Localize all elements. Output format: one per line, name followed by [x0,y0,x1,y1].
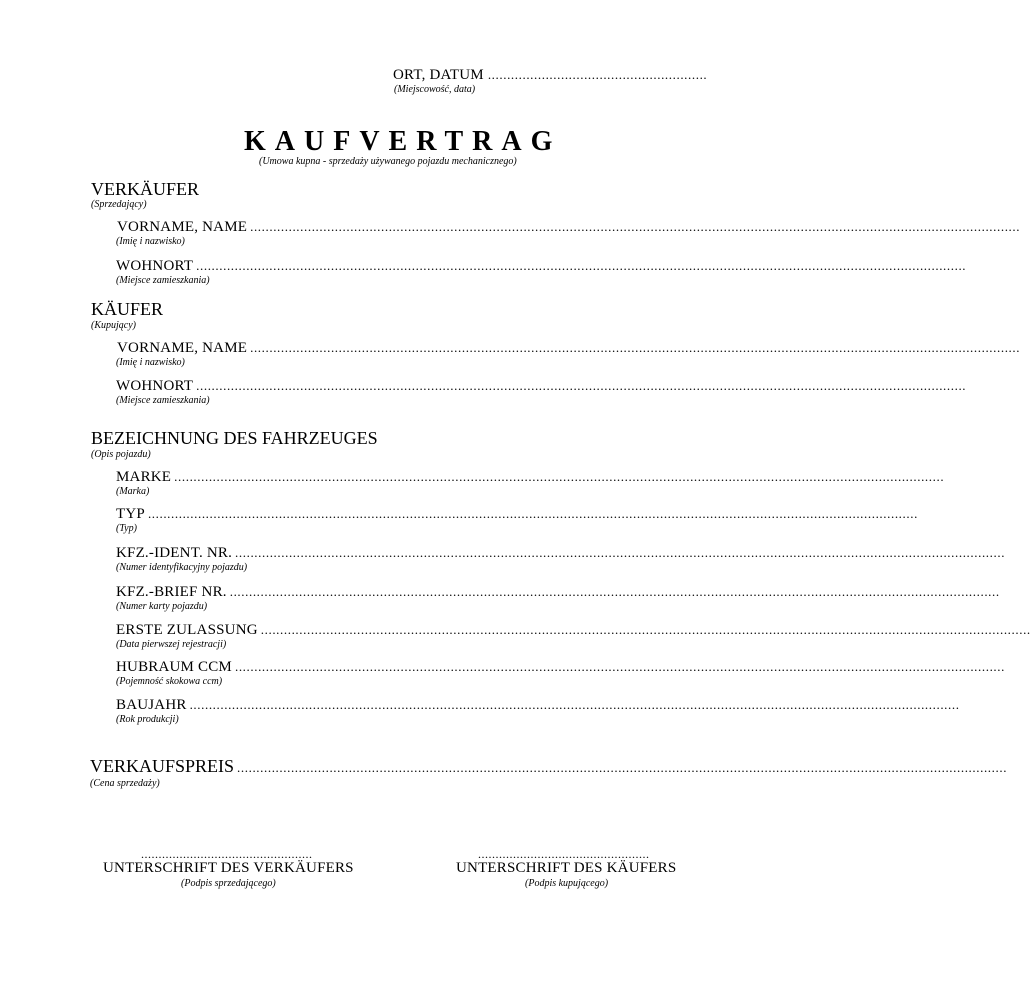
seller-residence-row [116,258,967,275]
price-row [90,756,1008,777]
vehicle-make-field[interactable]: ........................................................................................................................................................................................................ [174,469,945,484]
price-label: VERKAUFSPREIS [90,756,235,776]
place-date-line [393,66,707,84]
seller-name-field[interactable]: ........................................................................................................................................................................................................ [250,219,1021,234]
buyer-residence-row [116,378,967,395]
vehicle-first-registration-label: ERSTE ZULASSUNG [116,622,258,638]
vehicle-make-row [116,469,945,486]
vehicle-registration-doc-label: KFZ.-BRIEF NR. [116,584,227,600]
seller-name-label: VORNAME, NAME [117,219,248,235]
seller-heading: VERKÄUFER [91,179,200,199]
vehicle-heading-sublabel: (Opis pojazdu) [91,449,151,460]
vehicle-first-registration-sublabel: (Data pierwszej rejestracji) [116,639,227,650]
vehicle-year-label: BAUJAHR [116,697,187,713]
buyer-heading-sublabel: (Kupujący) [91,320,136,331]
buyer-signature-label: UNTERSCHRIFT DES KÄUFERS [456,860,677,876]
vehicle-vin-row [116,545,1006,562]
vehicle-year-sublabel: (Rok produkcji) [116,714,179,725]
seller-name-row [117,219,1021,236]
place-date-sublabel: (Miejscowość, data) [394,84,476,95]
seller-residence-label: WOHNORT [116,258,194,274]
vehicle-vin-field[interactable]: ........................................................................................................................................................................................................ [235,545,1006,560]
price-sublabel: (Cena sprzedaży) [90,778,160,789]
vehicle-heading: BEZEICHNUNG DES FAHRZEUGES [91,428,378,448]
seller-signature-sublabel: (Podpis sprzedającego) [181,878,276,889]
vehicle-vin-label: KFZ.-IDENT. NR. [116,545,233,561]
place-date-label: ORT, DATUM [393,67,484,83]
buyer-name-field[interactable]: ........................................................................................................................................................................................................ [250,340,1021,355]
vehicle-type-label: TYP [116,506,145,522]
seller-name-sublabel: (Imię i nazwisko) [116,236,185,247]
seller-signature-label: UNTERSCHRIFT DES VERKÄUFERS [103,860,354,876]
place-date-field[interactable]: ......................................................... [487,67,708,82]
vehicle-make-label: MARKE [116,469,172,485]
vehicle-make-sublabel: (Marka) [116,486,150,497]
vehicle-displacement-row [116,659,1005,676]
buyer-name-sublabel: (Imię i nazwisko) [116,357,185,368]
vehicle-year-row [116,697,960,714]
buyer-heading: KÄUFER [91,299,164,319]
vehicle-year-field[interactable]: ........................................................................................................................................................................................................ [189,697,960,712]
vehicle-type-row [116,506,918,523]
seller-signature-field[interactable]: ................................................. [141,847,313,861]
vehicle-type-field[interactable]: ........................................................................................................................................................................................................ [147,506,918,521]
buyer-signature-sublabel: (Podpis kupującego) [525,878,609,889]
buyer-residence-label: WOHNORT [116,378,194,394]
vehicle-first-registration-field[interactable]: ........................................................................................................................................................................................................ [260,622,1031,637]
vehicle-displacement-label: HUBRAUM CCM [116,659,232,675]
vehicle-registration-doc-row [116,584,1000,601]
vehicle-registration-doc-sublabel: (Numer karty pojazdu) [116,601,208,612]
document-subtitle: (Umowa kupna - sprzedaży używanego pojazdu mechanicznego) [259,156,517,167]
vehicle-vin-sublabel: (Numer identyfikacyjny pojazdu) [116,562,248,573]
buyer-residence-sublabel: (Miejsce zamieszkania) [116,395,210,406]
vehicle-type-sublabel: (Typ) [116,523,137,534]
buyer-residence-field[interactable]: ........................................................................................................................................................................................................ [196,378,967,393]
buyer-name-row [117,340,1021,357]
vehicle-registration-doc-field[interactable]: ........................................................................................................................................................................................................ [229,584,1000,599]
seller-residence-sublabel: (Miejsce zamieszkania) [116,275,210,286]
vehicle-displacement-field[interactable]: ........................................................................................................................................................................................................ [234,659,1005,674]
vehicle-displacement-sublabel: (Pojemność skokowa ccm) [116,676,223,687]
seller-heading-sublabel: (Sprzedający) [91,199,147,210]
buyer-signature-field[interactable]: ................................................. [478,847,650,861]
seller-residence-field[interactable]: ........................................................................................................................................................................................................ [196,258,967,273]
price-field[interactable]: ........................................................................................................................................................................................................ [237,760,1008,775]
document-title: KAUFVERTRAG [244,126,562,157]
buyer-name-label: VORNAME, NAME [117,340,248,356]
vehicle-first-registration-row [116,622,1031,639]
